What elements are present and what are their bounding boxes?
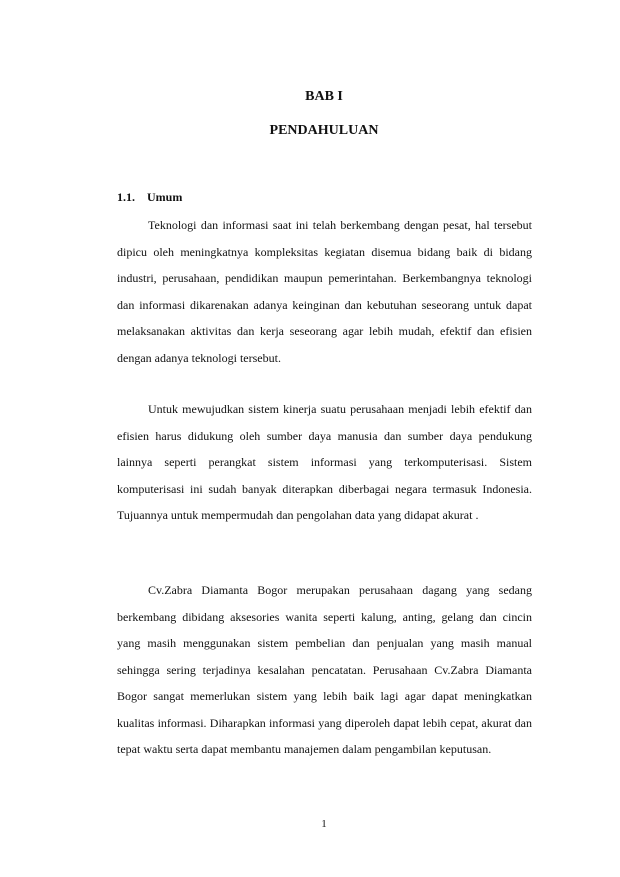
section-title: Umum (147, 190, 183, 204)
page-number: 1 (321, 818, 327, 830)
section-heading (117, 190, 182, 205)
paragraph-3: Cv.Zabra Diamanta Bogor merupakan perusahaan dagang yang sedang berkembang dibidang aksesories wanita seperti kalung, anting, gelang dan cincin yang masih menggunakan sistem pembelian dan penjualan yang masih manual sehingga sering terjadinya kesalahan pencatatan. Perusahaan Cv.Zabra Diamanta Bogor sangat memerlukan sistem yang lebih baik lagi agar dapat meningkatkan kualitas informasi. Diharapkan informasi yang diperoleh dapat lebih cepat, akurat dan tepat waktu serta dapat membantu manajemen dalam pengambilan keputusan. (117, 583, 532, 756)
section-number: 1.1. (117, 190, 135, 204)
chapter-label: BAB I (305, 89, 343, 104)
paragraph-1: Teknologi dan informasi saat ini telah berkembang dengan pesat, hal tersebut dipicu oleh meningkatnya kompleksitas kegiatan disemua bidang baik di bidang industri, perusahaan, pendidikan maupun pemerintahan. Berkembangnya teknologi dan informasi dikarenakan adanya keinginan dan kebutuhan seseorang untuk dapat melaksanakan aktivitas dan kerja seseorang agar lebih mudah, efektif dan efisien dengan adanya teknologi tersebut. (117, 218, 532, 365)
paragraph-2: Untuk mewujudkan sistem kinerja suatu perusahaan menjadi lebih efektif dan efisien harus didukung oleh sumber daya manusia dan sumber daya pendukung lainnya seperti perangkat sistem informasi yang terkomputerisasi. Sistem komputerisasi ini sudah banyak diterapkan diberbagai negara termasuk Indonesia. Tujuannya untuk mempermudah dan pengolahan data yang didapat akurat . (117, 402, 532, 522)
chapter-title: PENDAHULUAN (269, 123, 379, 138)
